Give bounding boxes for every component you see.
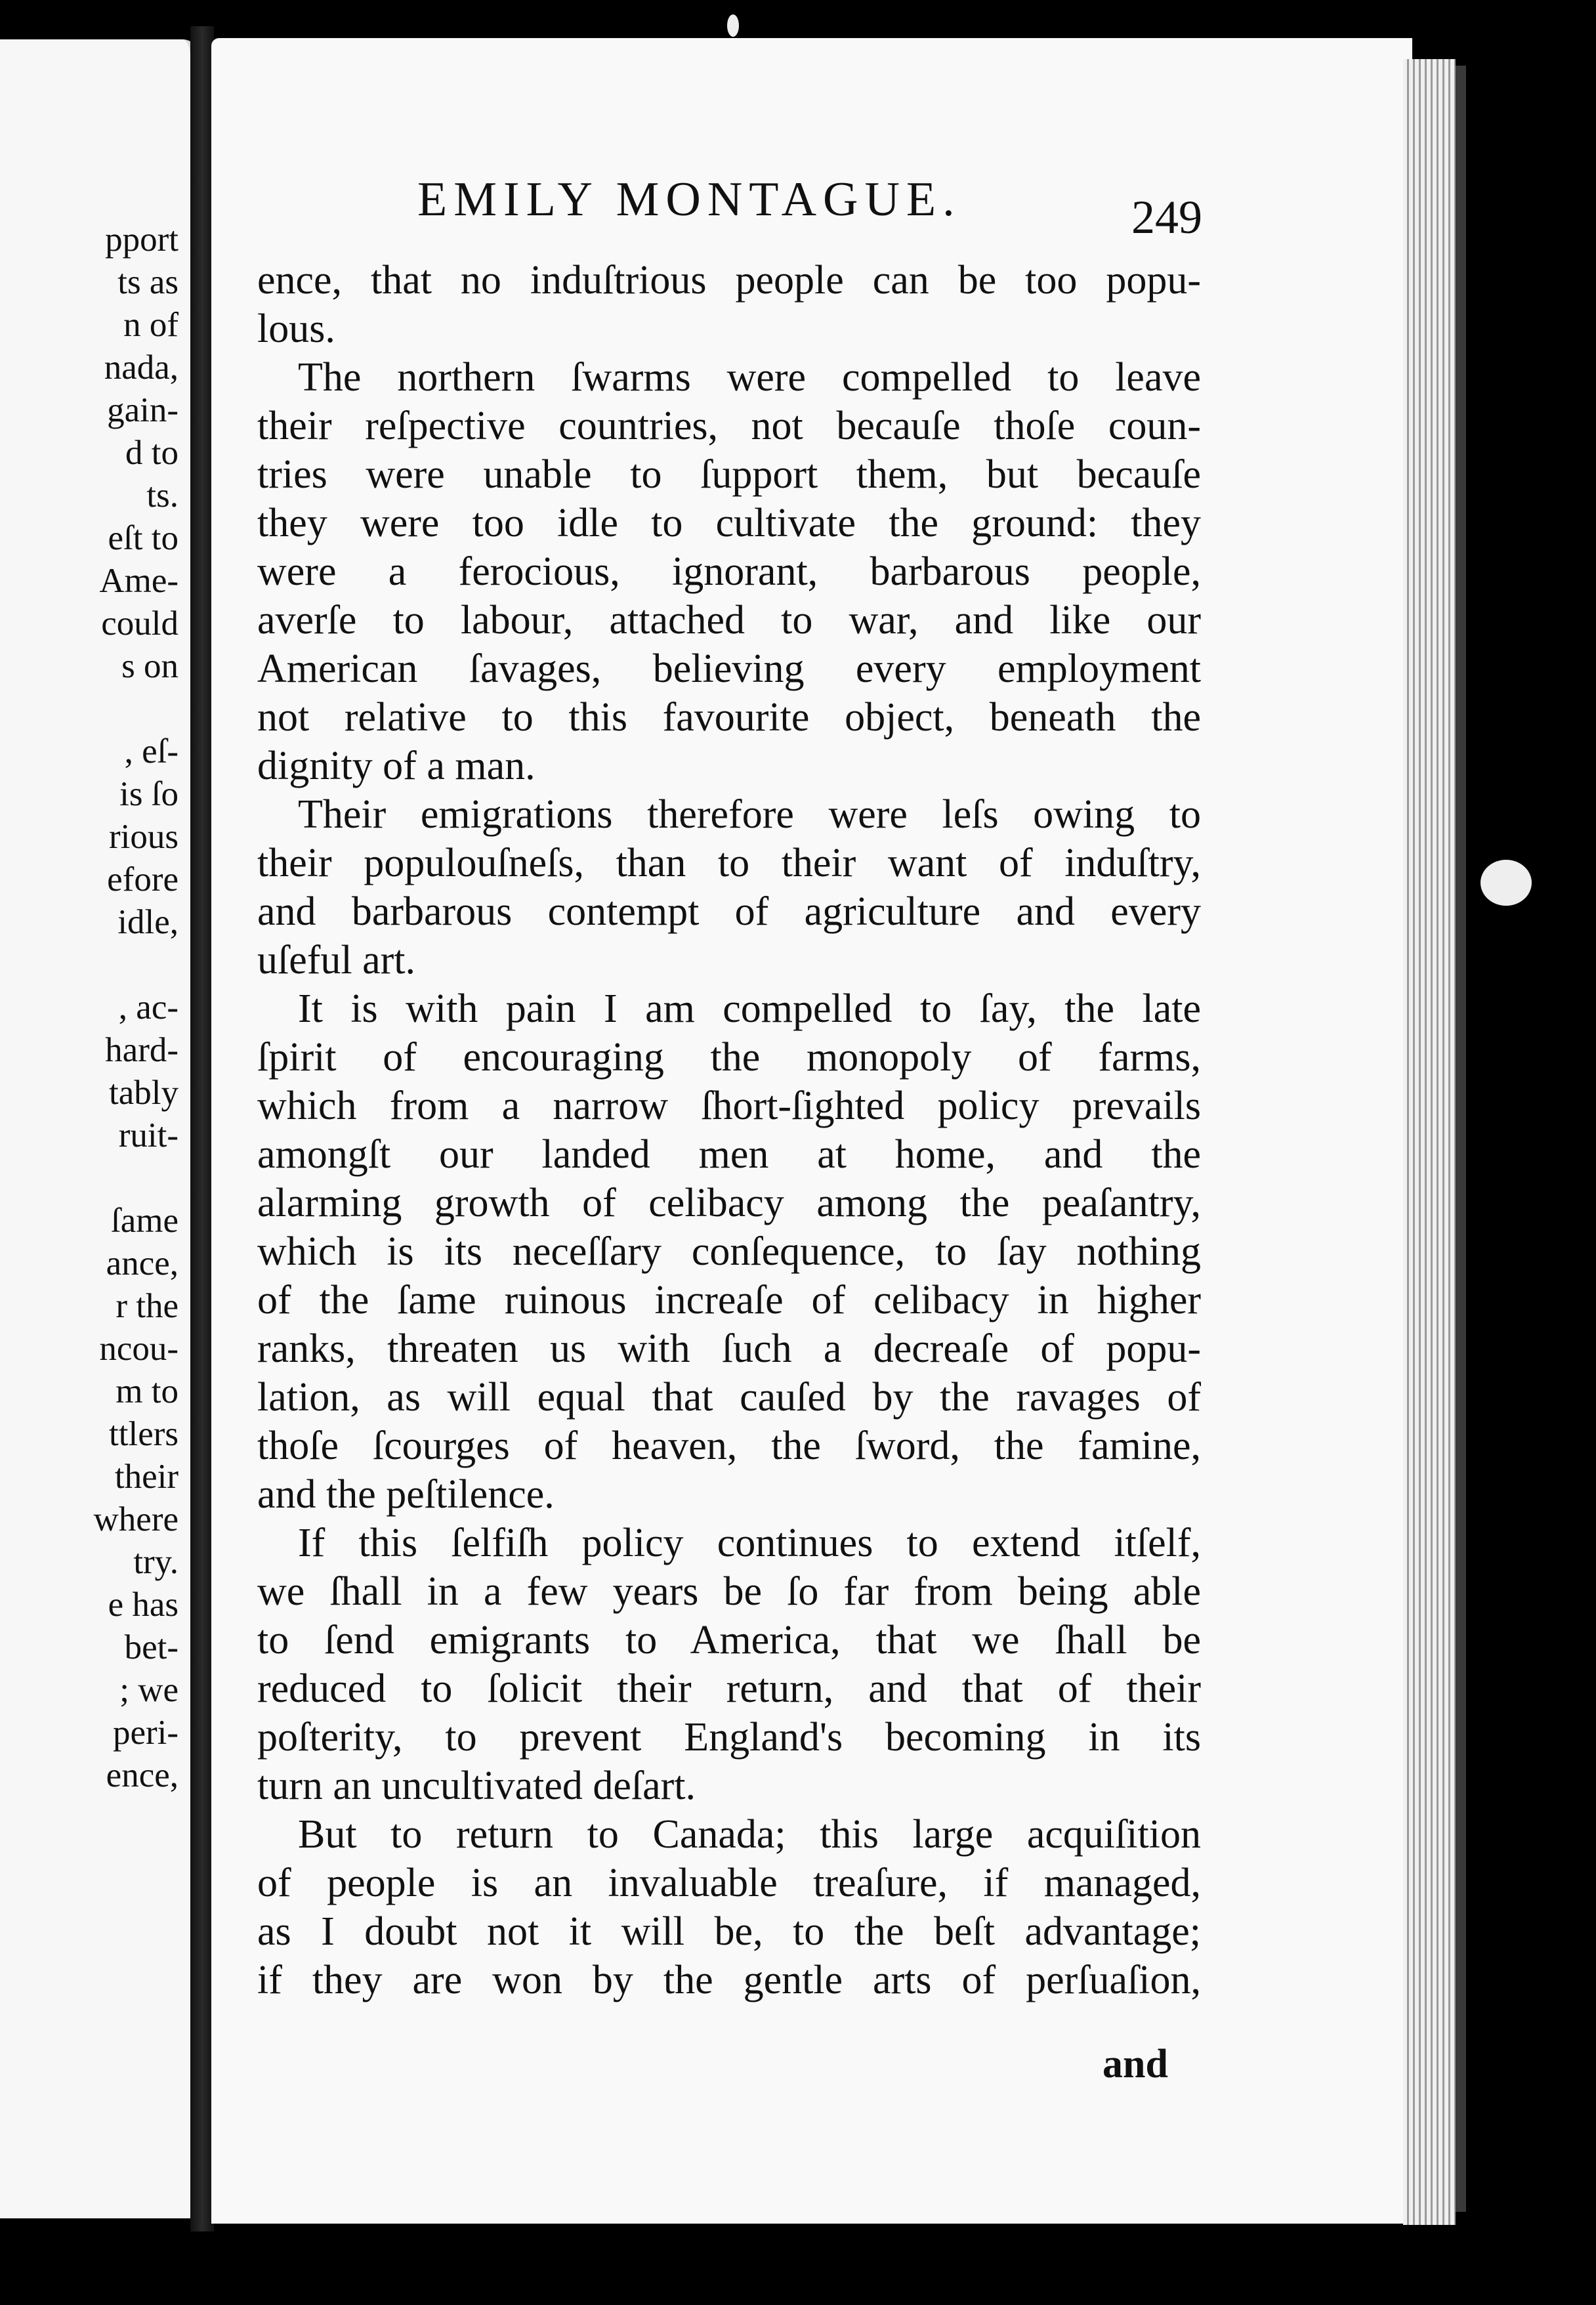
text-line: tries were unable to ſupport them, but becauſe bbox=[257, 452, 1201, 497]
text-line: their reſpective countries, not becauſe thoſe coun- bbox=[257, 404, 1201, 448]
text-line: lous. bbox=[257, 307, 335, 351]
facing-page-line: , eſ- bbox=[124, 732, 178, 771]
text-line: not relative to this favourite object, beneath the bbox=[257, 695, 1201, 740]
text-line: of people is an invaluable treaſure, if managed, bbox=[257, 1861, 1201, 1905]
facing-page-line: tably bbox=[109, 1074, 178, 1112]
text-line: thoſe ſcourges of heaven, the ſword, the famine, bbox=[257, 1424, 1201, 1468]
facing-page-line: peri- bbox=[112, 1714, 178, 1752]
page-edges bbox=[1403, 59, 1456, 2225]
facing-page-line: their bbox=[114, 1458, 178, 1496]
facing-page-line: s on bbox=[121, 647, 178, 685]
facing-page-line: eſt to bbox=[108, 519, 178, 557]
text-line: they were too idle to cultivate the ground: they bbox=[257, 501, 1201, 545]
facing-page-line: ruit- bbox=[118, 1116, 178, 1154]
facing-page-line: ttlers bbox=[109, 1415, 178, 1453]
text-line: and the peſtilence. bbox=[257, 1472, 555, 1517]
facing-page-line: m to bbox=[116, 1372, 178, 1410]
text-line: alarming growth of celibacy among the peaſantry, bbox=[257, 1181, 1201, 1225]
facing-page-line: ence, bbox=[106, 1756, 178, 1794]
facing-page-line: ance, bbox=[106, 1244, 178, 1282]
facing-page-line: ts. bbox=[146, 476, 178, 515]
text-line: amongſt our landed men at home, and the bbox=[257, 1132, 1201, 1177]
text-line: The northern ſwarms were compelled to leave bbox=[298, 355, 1201, 400]
paper-fleck bbox=[727, 14, 739, 37]
text-line: But to return to Canada; this large acquiſition bbox=[298, 1812, 1201, 1857]
text-line: American ſavages, believing every employment bbox=[257, 646, 1201, 691]
text-line: of the ſame ruinous increaſe of celibacy in higher bbox=[257, 1278, 1201, 1322]
facing-page-line: ncou- bbox=[99, 1330, 178, 1368]
text-line: reduced to ſolicit their return, and that of their bbox=[257, 1666, 1201, 1711]
catchword: and bbox=[1102, 2042, 1168, 2086]
facing-page-line: could bbox=[101, 604, 178, 643]
text-line: averſe to labour, attached to war, and like our bbox=[257, 598, 1201, 643]
text-line: we ſhall in a few years be ſo far from being able bbox=[257, 1569, 1201, 1614]
facing-page-line: ; we bbox=[119, 1671, 178, 1709]
facing-page-line: r the bbox=[116, 1287, 178, 1325]
facing-page-line: bet- bbox=[124, 1628, 178, 1666]
page-number: 249 bbox=[1131, 191, 1202, 243]
text-line: If this ſelfiſh policy continues to extend itſelf, bbox=[298, 1521, 1201, 1565]
facing-page-line: e has bbox=[108, 1586, 178, 1624]
facing-page-line: , ac- bbox=[118, 988, 178, 1026]
text-line: were a ferocious, ignorant, barbarous people, bbox=[257, 549, 1201, 594]
text-line: as I doubt not it will be, to the beſt advantage; bbox=[257, 1909, 1201, 1954]
facing-page-line: nada, bbox=[104, 349, 178, 387]
paper-fleck bbox=[1480, 860, 1532, 906]
text-line: and barbarous contempt of agriculture and every bbox=[257, 889, 1201, 934]
running-head: EMILY MONTAGUE. bbox=[417, 173, 961, 226]
text-line: to ſend emigrants to America, that we ſhall be bbox=[257, 1618, 1201, 1662]
facing-page-line: rious bbox=[109, 818, 178, 856]
book-gutter bbox=[190, 26, 214, 2231]
facing-page-line: efore bbox=[107, 860, 178, 899]
text-line: uſeful art. bbox=[257, 938, 416, 983]
facing-page-line: pport bbox=[105, 221, 178, 259]
facing-page-left bbox=[0, 39, 200, 2218]
facing-page-line: Ame- bbox=[99, 562, 178, 600]
page-edge-shadow bbox=[1456, 66, 1466, 2212]
facing-page-line: ſame bbox=[111, 1202, 178, 1240]
text-line: poſterity, to prevent England's becoming in its bbox=[257, 1715, 1201, 1760]
text-line: turn an uncultivated deſart. bbox=[257, 1764, 696, 1808]
text-line: which is its neceſſary conſequence, to ſay nothing bbox=[257, 1229, 1201, 1274]
text-line: dignity of a man. bbox=[257, 744, 536, 788]
facing-page-line: ts as bbox=[117, 263, 178, 301]
text-line: ence, that no induſtrious people can be too popu- bbox=[257, 258, 1201, 303]
text-line: their populouſneſs, than to their want of induſtry, bbox=[257, 841, 1201, 885]
facing-page-line: is ſo bbox=[119, 775, 178, 813]
text-line: Their emigrations therefore were leſs owing to bbox=[298, 792, 1201, 837]
facing-page-line: try. bbox=[133, 1543, 178, 1581]
facing-page-line: hard- bbox=[105, 1031, 178, 1069]
facing-page-line: gain- bbox=[107, 391, 178, 429]
text-line: It is with pain I am compelled to ſay, the late bbox=[298, 986, 1201, 1031]
text-line: ſpirit of encouraging the monopoly of farms, bbox=[257, 1035, 1201, 1080]
text-line: which from a narrow ſhort-ſighted policy prevails bbox=[257, 1084, 1201, 1128]
text-line: ranks, threaten us with ſuch a decreaſe of popu- bbox=[257, 1326, 1201, 1371]
facing-page-line: idle, bbox=[117, 903, 178, 941]
body-text bbox=[257, 256, 1201, 2004]
facing-page-line: d to bbox=[125, 434, 178, 472]
facing-page-line: n of bbox=[123, 306, 178, 344]
text-line: if they are won by the gentle arts of perſuaſion, bbox=[257, 1958, 1201, 2002]
facing-page-line: where bbox=[93, 1500, 178, 1538]
text-line: lation, as will equal that cauſed by the ravages of bbox=[257, 1375, 1201, 1420]
